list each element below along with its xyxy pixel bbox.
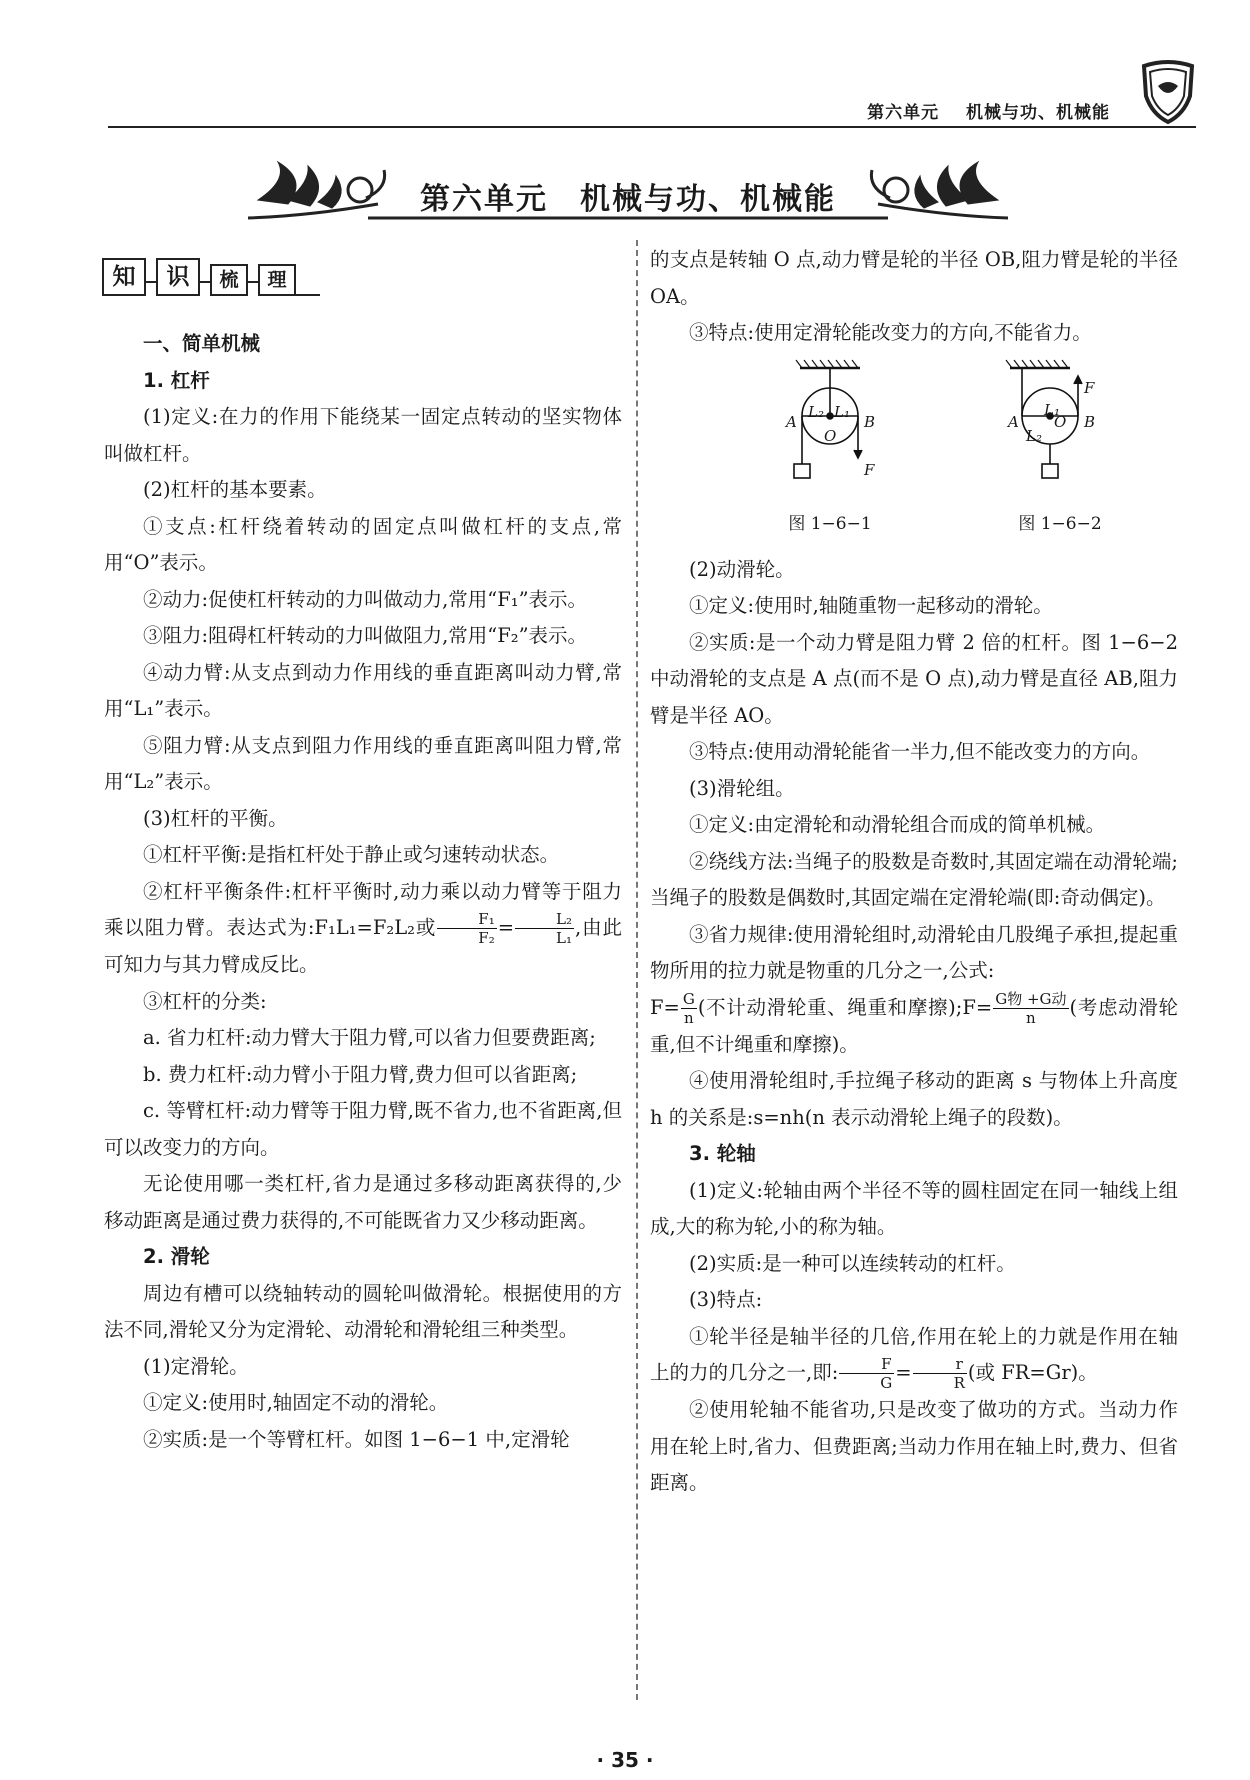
label-l1: L₁ [1044, 400, 1060, 419]
paragraph: ③省力规律:使用滑轮组时,动滑轮由几股绳子承担,提起重物所用的拉力就是物重的几分之一,公式: [650, 922, 1178, 982]
section-badge [102, 258, 320, 296]
fraction-f1-f2: $\frac{\text{F₁}}{\text{F₂}}$ [437, 910, 496, 947]
paragraph: ①支点:杠杆绕着转动的固定点叫做杠杆的支点,常用“O”表示。 [104, 514, 622, 574]
unit-title: 第六单元 机械与功、机械能 [420, 182, 836, 217]
label-f: F [864, 460, 875, 479]
paragraph: (3)滑轮组。 [689, 776, 795, 800]
figure-caption: 图 1−6−2 [1018, 513, 1102, 534]
label-b: B [864, 412, 876, 431]
running-header [867, 98, 1110, 123]
pulley-figures [650, 356, 1178, 546]
badge-char: 识 [156, 258, 200, 296]
text: ,由此可知力与其力臂成反比。 [104, 916, 623, 976]
label-l2: L₂ [1026, 426, 1042, 445]
text: ①轮半径是轴半径的几倍,作用在轮上的力就是作用在轴上的力的几分之一,即: [650, 1324, 1178, 1384]
paragraph: b. 费力杠杆:动力臂小于阻力臂,费力但可以省距离; [143, 1062, 578, 1086]
equals-sign: = [895, 1361, 912, 1384]
text: F= [650, 995, 680, 1019]
paragraph: (1)定义:在力的作用下能绕某一固定点转动的坚实物体叫做杠杆。 [104, 405, 622, 465]
text: (不计动滑轮重、绳重和摩擦);F= [697, 995, 993, 1019]
column-divider [636, 240, 638, 1700]
badge-char: 理 [258, 264, 296, 296]
page-number: · 35 · [596, 1748, 654, 1772]
paragraph: c. 等臂杠杆:动力臂等于阻力臂,既不省力,也不省距离,但可以改变力的方向。 [104, 1099, 622, 1159]
shield-badge-icon [1136, 56, 1200, 126]
badge-char: 梳 [210, 264, 248, 296]
paragraph: (1)定滑轮。 [143, 1354, 249, 1378]
label-o: O [1054, 412, 1067, 431]
paragraph: a. 省力杠杆:动力臂大于阻力臂,可以省力但要费距离; [143, 1026, 596, 1049]
paragraph: (2)杠杆的基本要素。 [143, 478, 327, 501]
text: (考虑动滑轮重,但不计绳重和摩擦)。 [650, 995, 1179, 1056]
label-a: A [1008, 412, 1019, 431]
fraction-f-g: $\frac{F}{G}$ [839, 1355, 894, 1392]
figure-fixed-pulley [730, 356, 930, 546]
paragraph: ②实质:是一个等臂杠杆。如图 1−6−1 中,定滑轮 [143, 1427, 570, 1451]
paragraph: (3)杠杆的平衡。 [143, 806, 288, 830]
paragraph-lever-balance [104, 874, 622, 984]
header-rule [108, 126, 1196, 128]
figure-movable-pulley [960, 356, 1160, 546]
header-topic: 机械与功、机械能 [966, 103, 1110, 123]
badge-char: 知 [102, 258, 146, 296]
paragraph: ②动力:促使杠杆转动的力叫做动力,常用“F₁”表示。 [143, 587, 588, 611]
paragraph: ①定义:使用时,轴随重物一起移动的滑轮。 [689, 594, 1053, 617]
paragraph: ③特点:使用动滑轮能省一半力,但不能改变力的方向。 [689, 740, 1151, 763]
paragraph: ③特点:使用定滑轮能改变力的方向,不能省力。 [689, 321, 1092, 344]
label-a: A [786, 412, 797, 431]
equals-sign: = [497, 916, 515, 939]
paragraph: ④使用滑轮组时,手拉绳子移动的距离 s 与物体上升高度 h 的关系是:s=nh(n 表示动滑轮上绳子的段数)。 [650, 1069, 1178, 1129]
text: ②杠杆平衡条件:杠杆平衡时,动力乘以动力臂等于阻力乘以阻力臂。表达式为:F₁L₁=F₂L₂或 [104, 879, 622, 939]
text: (或 FR=Gr)。 [967, 1361, 1098, 1384]
subsection-heading: 2. 滑轮 [143, 1245, 210, 1268]
header-unit: 第六单元 [867, 103, 940, 123]
paragraph: (1)定义:轮轴由两个半径不等的圆柱固定在同一轴线上组成,大的称为轮,小的称为轴。 [650, 1178, 1178, 1238]
paragraph: (3)特点: [689, 1288, 763, 1311]
paragraph: ⑤阻力臂:从支点到阻力作用线的垂直距离叫阻力臂,常用“L₂”表示。 [104, 733, 622, 793]
figure-caption: 图 1−6−1 [788, 513, 872, 534]
paragraph: ③阻力:阻碍杠杆转动的力叫做阻力,常用“F₂”表示。 [143, 624, 588, 647]
label-l2: L₂ [808, 402, 824, 421]
unit-title-banner [248, 160, 1008, 232]
fraction-r-r: $\frac{r}{R}$ [913, 1355, 967, 1392]
subsection-heading: 1. 杠杆 [143, 368, 210, 392]
left-column [104, 326, 622, 1458]
paragraph: 的支点是转轴 O 点,动力臂是轮的半径 OB,阻力臂是轮的半径 OA。 [650, 248, 1178, 308]
paragraph-pulley-formula [650, 990, 1178, 1064]
fraction-g-n: $\frac{G}{n}$ [682, 989, 695, 1027]
label-f: F [1084, 378, 1095, 397]
paragraph: ③杠杆的分类: [143, 989, 267, 1013]
label-o: O [824, 426, 837, 445]
paragraph: ②实质:是一个动力臂是阻力臂 2 倍的杠杆。图 1−6−2中动滑轮的支点是 A 点(而不是 O 点),动力臂是直径 AB,阻力臂是半径 AO。 [650, 630, 1178, 727]
section-heading: 一、简单机械 [143, 332, 261, 355]
fraction-l2-l1: $\frac{\text{L₂}}{\text{L₁}}$ [515, 910, 574, 947]
paragraph: ①定义:由定滑轮和动滑轮组合而成的简单机械。 [689, 813, 1106, 836]
paragraph: (2)动滑轮。 [689, 557, 795, 581]
paragraph: ②使用轮轴不能省功,只是改变了做功的方式。当动力作用在轮上时,省力、但费距离;当动力作用在轴上时,费力、但省距离。 [650, 1398, 1178, 1494]
subsection-heading: 3. 轮轴 [689, 1142, 756, 1165]
paragraph: ④动力臂:从支点到动力作用线的垂直距离叫动力臂,常用“L₁”表示。 [104, 660, 622, 720]
fraction-gsum-n: $\frac{\text{G物 +G动}}{n}$ [995, 989, 1067, 1027]
label-b: B [1084, 412, 1096, 431]
paragraph: ②绕线方法:当绳子的股数是奇数时,其固定端在动滑轮端;当绳子的股数是偶数时,其固定端在定滑轮端(即:奇动偶定)。 [650, 849, 1178, 909]
paragraph-wheel-axle [650, 1319, 1178, 1393]
paragraph: 周边有槽可以绕轴转动的圆轮叫做滑轮。根据使用的方法不同,滑轮又分为定滑轮、动滑轮和滑轮组三种类型。 [104, 1281, 622, 1341]
label-l1: L₁ [834, 402, 850, 421]
right-column [650, 242, 1178, 1502]
paragraph: ①定义:使用时,轴固定不动的滑轮。 [143, 1391, 449, 1414]
paragraph: (2)实质:是一种可以连续转动的杠杆。 [689, 1251, 1016, 1275]
paragraph: 无论使用哪一类杠杆,省力是通过多移动距离获得的,少移动距离是通过费力获得的,不可能既省力又少移动距离。 [104, 1172, 622, 1232]
paragraph: ①杠杆平衡:是指杠杆处于静止或匀速转动状态。 [143, 843, 560, 866]
